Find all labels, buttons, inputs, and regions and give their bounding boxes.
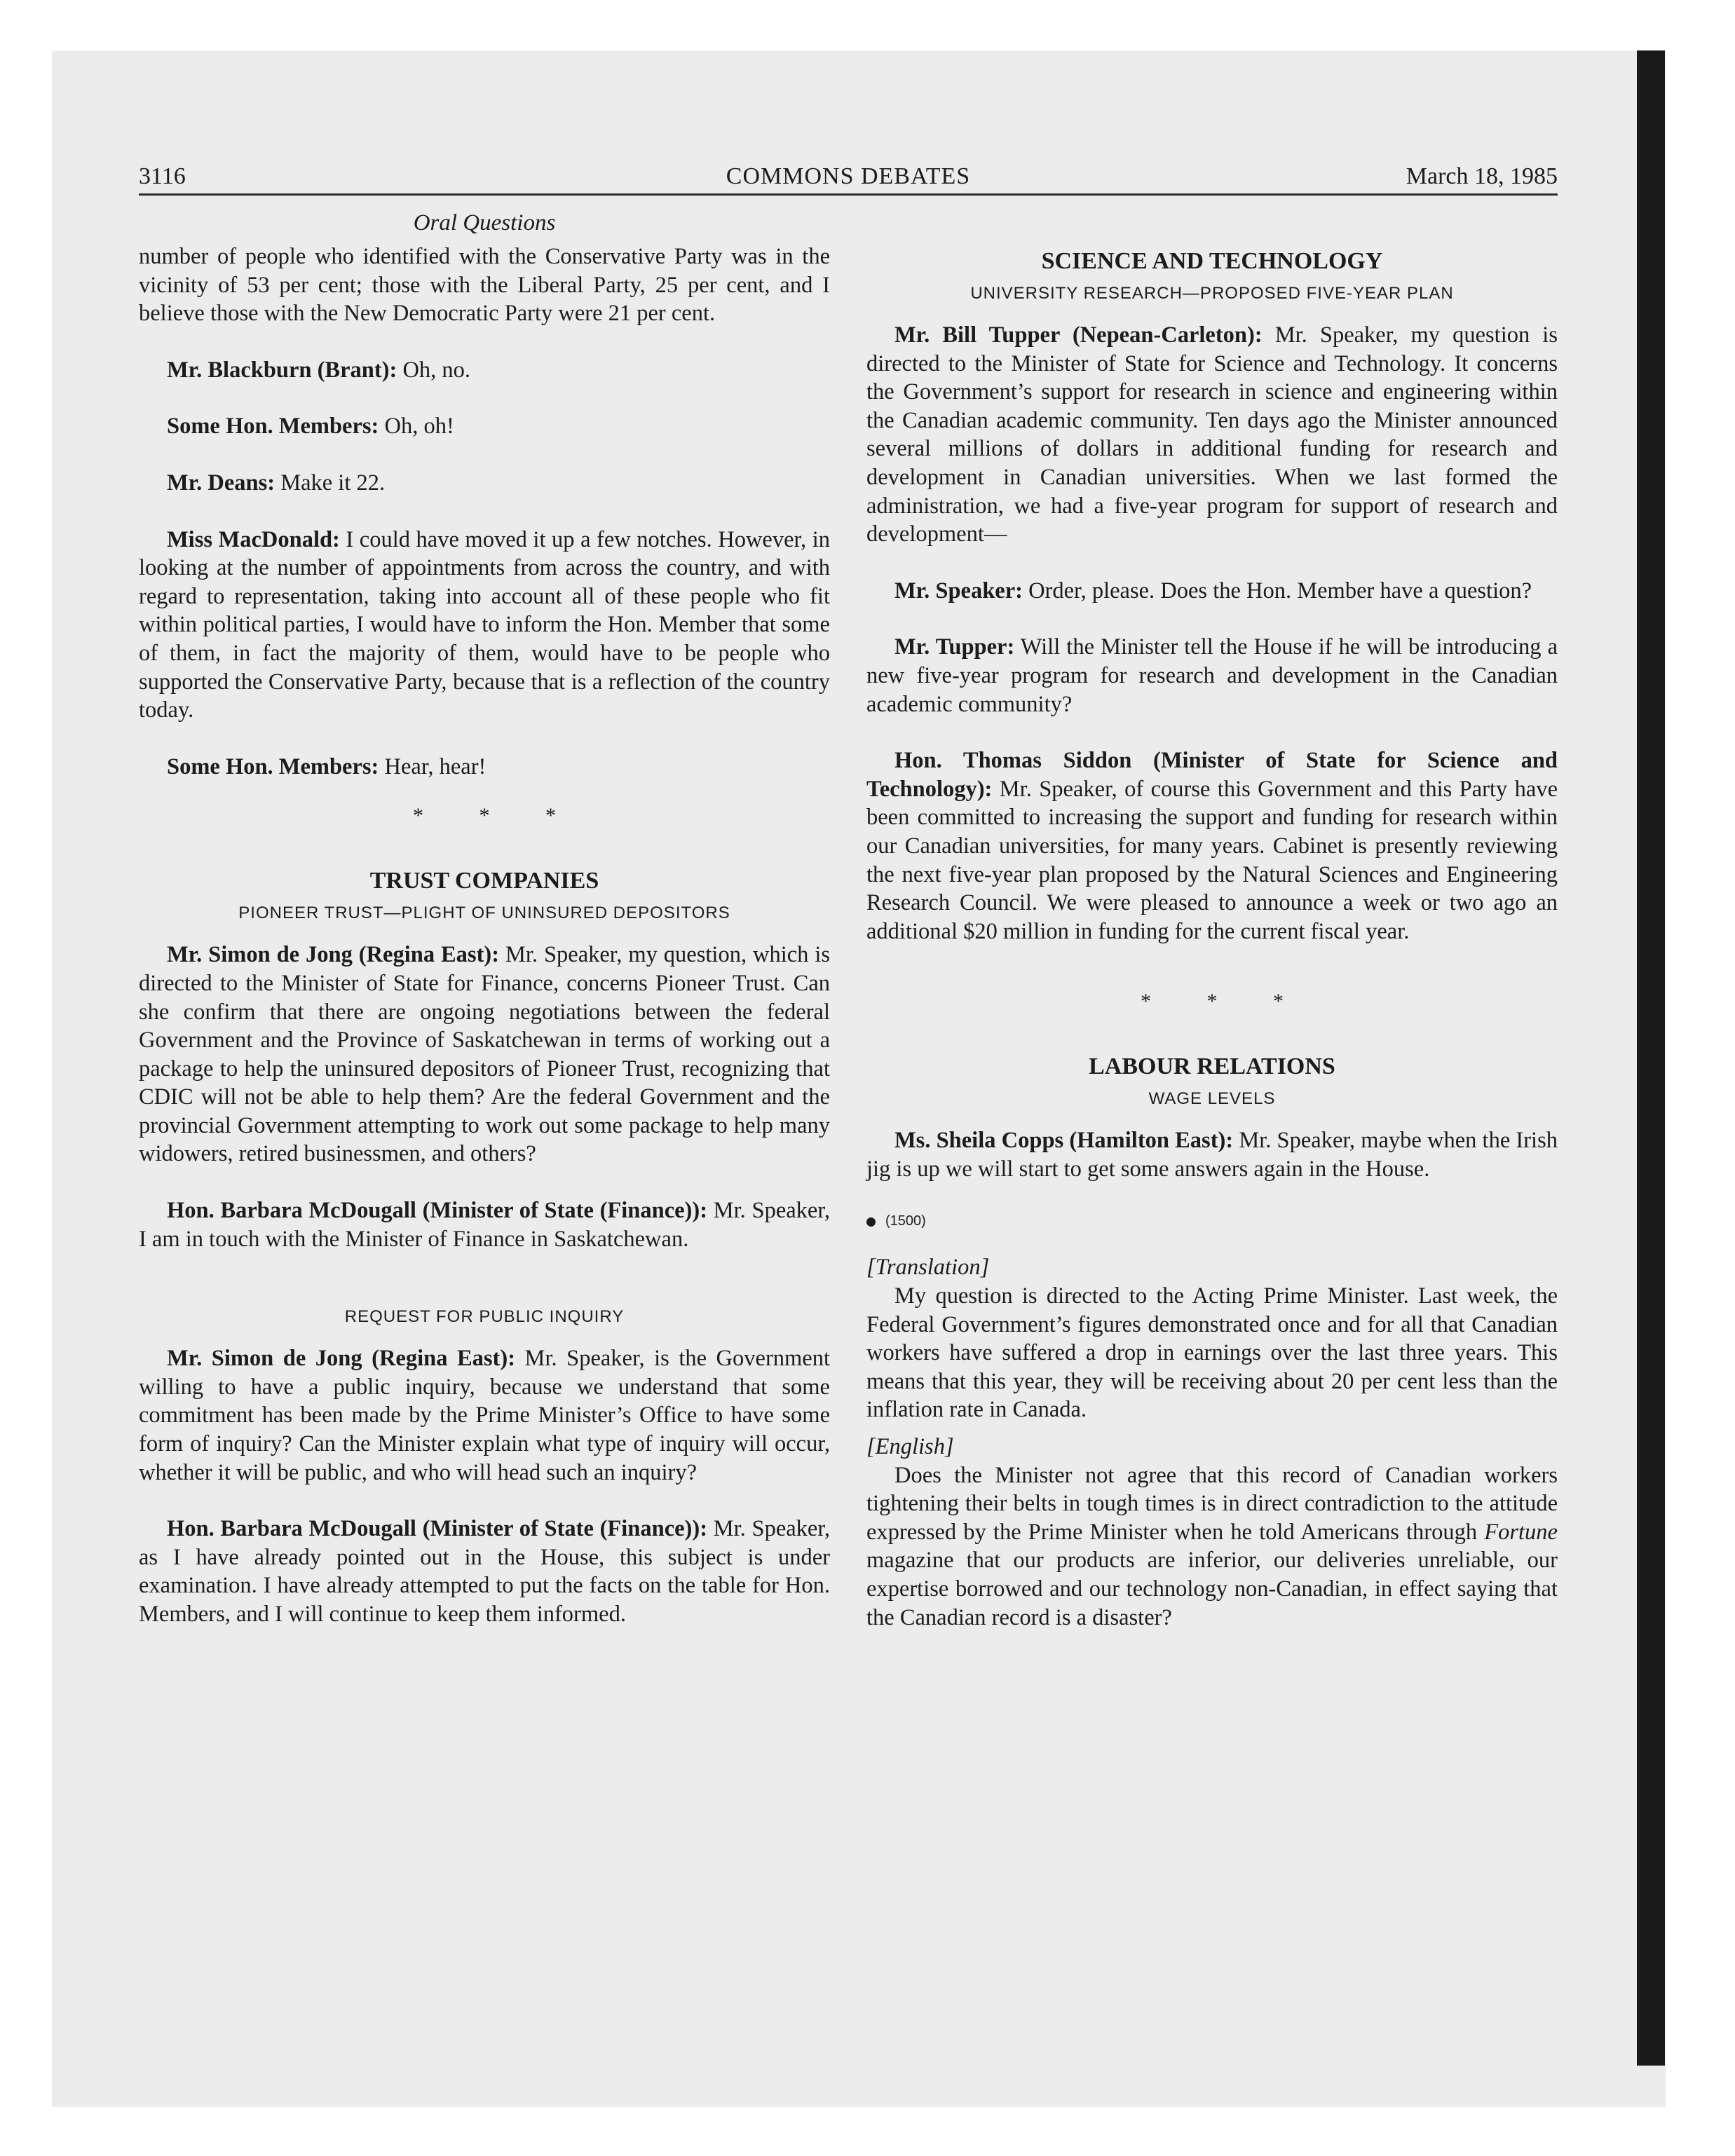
paragraph [866, 1282, 1558, 1424]
time-marker [866, 1207, 1558, 1235]
speaker-name: Some Hon. Members: [167, 753, 379, 779]
paragraph-text: Mr. Speaker, of course this Government and this Party have been committed to increasing the support and funding for research within our Canadian universities, for many years. Cabinet is presently reviewing the next five-year plan proposed by the Natural Sciences and Engineering Research Council. We were pleased to announce a week or two ago an additional $20 million in funding for the current fiscal year. [866, 776, 1558, 944]
speaker-name: Mr. Blackburn (Brant): [167, 357, 397, 383]
section-subheading: UNIVERSITY RESEARCH—PROPOSED FIVE-YEAR PLAN [970, 284, 1454, 303]
paragraph-text: Mr. Speaker, I am in touch with the Minister of Finance in Saskatchewan. [139, 1198, 830, 1252]
speaker-name: Hon. Barbara McDougall (Minister of State (Finance)): [167, 1516, 708, 1542]
paragraph-text: Hear, hear! [379, 753, 487, 779]
speaker-name: Mr. Deans: [167, 470, 275, 496]
paragraph-text: magazine that our products are inferior, our deliveries unreliable, our expertise borrowed and our technology non-Canadian, in effect saying that the Canadian record is a disaster? [866, 1548, 1558, 1630]
section-subheading: PIONEER TRUST—PLIGHT OF UNINSURED DEPOSITORS [238, 903, 730, 923]
paragraph-text: Will the Minister tell the House if he will be introducing a new five-year program for research and development in the Canadian academic community? [866, 634, 1558, 717]
paragraph-text: My question is directed to the Acting Prime Minister. Last week, the Federal Government’s figures demonstrated once and for all that Canadian workers have suffered a drop in earnings over the last three years. This means that this year, they will be receiving about 20 per cent less than the inflation rate in Canada. [866, 1283, 1558, 1423]
speaker-name: Mr. Simon de Jong (Regina East): [167, 1346, 516, 1372]
speaker-name: Mr. Speaker: [894, 578, 1023, 603]
paragraph-text: Oh, no. [397, 357, 471, 383]
paragraph [866, 746, 1558, 946]
paragraph-text: Mr. Speaker, maybe when the Irish jig is up we will start to get some answers again in the House. [866, 1128, 1558, 1182]
paragraph-text: Mr. Speaker, my question is directed to the Minister of State for Science and Technology. It concerns the Government’s support for research in science and engineering within the Canadian academic community. Ten days ago the Minister announced several millions of dollars in additional funding for research and development in Canadian universities. When we last formed the administration, we had a five-year program for support of research and development— [866, 322, 1558, 547]
language-label: [English] [866, 1434, 954, 1460]
running-head: Oral Questions [413, 210, 556, 236]
left-column [139, 209, 830, 1629]
paragraph-text: Order, please. Does the Hon. Member have a question? [1022, 578, 1532, 603]
section-subheading: REQUEST FOR PUBLIC INQUIRY [344, 1307, 625, 1327]
paragraph-text: Oh, oh! [379, 414, 454, 439]
right-column [866, 247, 1558, 1632]
section-subheading: WAGE LEVELS [1148, 1089, 1276, 1109]
scan-edge-shadow [1637, 50, 1665, 2066]
speaker-name: Mr. Bill Tupper (Nepean-Carleton): [894, 322, 1263, 348]
paragraph [139, 243, 830, 328]
section-heading: LABOUR RELATIONS [1089, 1053, 1335, 1080]
language-label: [Translation] [866, 1255, 990, 1281]
section-separator: * * * [1141, 990, 1309, 1014]
paragraph-text: number of people who identified with the Conservative Party was in the vicinity of 53 per cent; those with the Liberal Party, 25 per cent, and I believe those with the New Democratic Party were 21 per cent. [139, 244, 830, 327]
paragraph-text: Mr. Speaker, my question, which is directed to the Minister of State for Finance, concerns Pioneer Trust. Can she confirm that there are ongoing negotiations between the federal Government and the Province of Saskatchewan in terms of working out a package to help the uninsured depositors of Pioneer Trust, recognizing that CDIC will not be able to help them? Are the federal Government and the provincial Government attempting to work out some package to help many widowers, retired businessmen, and others? [139, 942, 831, 1167]
speaker-name: Hon. Thomas Siddon (Minister of State for Science and Technology): [866, 748, 1558, 802]
paragraph-text: Does the Minister not agree that this record of Canadian workers tightening their belts in tough times is in direct contradiction to the attitude expressed by the Prime Minister when he told Americans through [866, 1462, 1558, 1545]
paragraph-text: Mr. Speaker, is the Government willing to have a public inquiry, because we understand that some commitment has been made by the Prime Minister’s Office to have some form of inquiry? Can the Minister explain what type of inquiry will occur, whether it will be public, and who will head such an inquiry? [139, 1346, 831, 1485]
speaker-name: Hon. Barbara McDougall (Minister of State (Finance)): [167, 1198, 708, 1224]
publication-date: March 18, 1985 [1406, 163, 1558, 189]
section-separator: * * * [413, 804, 581, 828]
paragraph [139, 412, 830, 441]
paragraph [139, 356, 830, 385]
paragraph [139, 1344, 830, 1487]
paragraph [866, 633, 1558, 718]
paragraph [866, 577, 1558, 606]
speaker-name: Some Hon. Members: [167, 414, 379, 439]
paragraph-text: I could have moved it up a few notches. However, in looking at the number of appointments from across the country, and with regard to representation, taking into account all of these people who fit within political parties, I would have to inform the Hon. Member that some of them, in fact the majority of them, would have to be people who supported the Conservative Party, because that is a reflection of the country today. [139, 526, 831, 723]
paragraph [139, 1515, 830, 1628]
paragraph-text: Mr. Speaker, as I have already pointed out in the House, this subject is under examination. I have already attempted to put the facts on the table for Hon. Members, and I will continue to keep them informed. [139, 1516, 830, 1627]
paragraph [139, 1196, 830, 1253]
paragraph [139, 753, 830, 782]
paragraph [866, 1461, 1558, 1632]
paragraph [139, 469, 830, 498]
paragraph [866, 1126, 1558, 1183]
page-number: 3116 [139, 163, 186, 189]
page-header [139, 158, 1558, 196]
time-marker-text: (1500) [885, 1213, 926, 1229]
speaker-name: Ms. Sheila Copps (Hamilton East): [894, 1128, 1234, 1154]
paragraph [139, 941, 830, 1168]
speaker-name: Mr. Tupper: [894, 634, 1015, 660]
section-heading: TRUST COMPANIES [369, 868, 599, 894]
paragraph [139, 526, 830, 725]
speaker-name: Miss MacDonald: [167, 526, 340, 552]
paragraph [866, 321, 1558, 549]
paragraph-text: Make it 22. [275, 470, 386, 496]
bullet-icon [866, 1217, 876, 1227]
publication-title: COMMONS DEBATES [726, 163, 971, 189]
magazine-title: Fortune [1484, 1519, 1558, 1545]
section-heading: SCIENCE AND TECHNOLOGY [1041, 248, 1383, 274]
speaker-name: Mr. Simon de Jong (Regina East): [167, 942, 500, 968]
